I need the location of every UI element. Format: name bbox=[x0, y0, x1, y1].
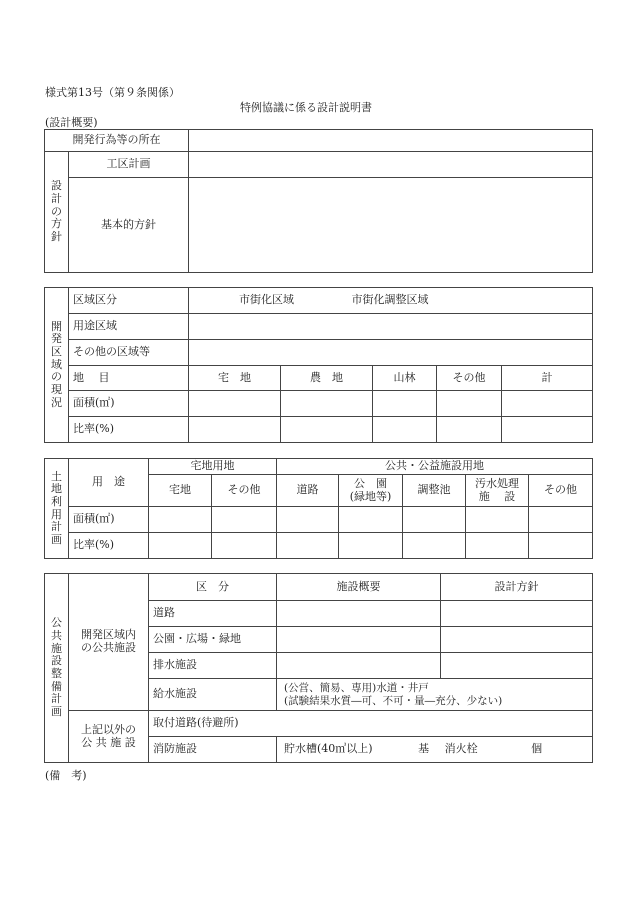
col-farmland: 農 地 bbox=[281, 366, 373, 391]
area-forest-field[interactable] bbox=[373, 391, 437, 417]
lu-ratio-field-6[interactable] bbox=[466, 533, 529, 559]
ratio-other-field[interactable] bbox=[437, 417, 502, 443]
work-plan-label: 工区計画 bbox=[69, 152, 189, 178]
lu-ratio-field-4[interactable] bbox=[339, 533, 403, 559]
use-label: 用 途 bbox=[69, 459, 149, 507]
fire-hydrant-text: 消火栓 bbox=[444, 742, 478, 756]
lu-area-field-2[interactable] bbox=[212, 507, 277, 533]
park-label: 公園・広場・緑地 bbox=[149, 627, 277, 653]
col-residential: 宅 地 bbox=[189, 366, 281, 391]
drainage-policy-field[interactable] bbox=[441, 653, 593, 679]
lu-area-field-6[interactable] bbox=[466, 507, 529, 533]
col-total: 計 bbox=[502, 366, 593, 391]
fire-facility-label: 消防施設 bbox=[149, 737, 277, 763]
current-status-side-label: 開 発 区 域 の 現 況 bbox=[45, 288, 69, 443]
current-status-table bbox=[44, 287, 593, 443]
water-supply-label: 給水施設 bbox=[149, 679, 277, 711]
fire-tank-text: 貯水槽(40㎥以上) bbox=[284, 742, 373, 756]
design-policy-table bbox=[44, 129, 593, 273]
lu-area-field-7[interactable] bbox=[529, 507, 593, 533]
col-other: その他 bbox=[437, 366, 502, 391]
ratio-label: 比率(%) bbox=[69, 417, 189, 443]
col-sewage-facility: 汚水処理 施 設 bbox=[466, 475, 529, 507]
road-label: 道路 bbox=[149, 601, 277, 627]
land-use-area-label: 面積(㎡) bbox=[69, 507, 149, 533]
area-residential-field[interactable] bbox=[189, 391, 281, 417]
area-total-field[interactable] bbox=[502, 391, 593, 417]
inside-area-group-label: 開発区域内 の公共施設 bbox=[69, 574, 149, 711]
location-label: 開発行為等の所在 bbox=[45, 130, 189, 152]
public-group-header: 公共・公益施設用地 bbox=[277, 459, 593, 475]
basic-policy-label: 基本的方針 bbox=[69, 178, 189, 273]
lu-ratio-field-5[interactable] bbox=[403, 533, 466, 559]
col-park: 公 園 (緑地等) bbox=[339, 475, 403, 507]
remarks-label: (備 考) bbox=[45, 769, 87, 782]
land-use-table bbox=[44, 458, 593, 559]
drainage-label: 排水施設 bbox=[149, 653, 277, 679]
ratio-forest-field[interactable] bbox=[373, 417, 437, 443]
park-policy-field[interactable] bbox=[441, 627, 593, 653]
use-zone-field[interactable] bbox=[189, 314, 593, 340]
lu-ratio-field-7[interactable] bbox=[529, 533, 593, 559]
col-road: 道路 bbox=[277, 475, 339, 507]
access-road-label: 取付道路(待避所) bbox=[149, 711, 593, 737]
lu-area-field-5[interactable] bbox=[403, 507, 466, 533]
design-policy-side-label: 設 計 の 方 針 bbox=[45, 152, 69, 273]
col-forest: 山林 bbox=[373, 366, 437, 391]
location-field[interactable] bbox=[189, 130, 593, 152]
area-label: 面積(㎡) bbox=[69, 391, 189, 417]
lu-area-field-4[interactable] bbox=[339, 507, 403, 533]
work-plan-field[interactable] bbox=[189, 152, 593, 178]
col-residential-other: その他 bbox=[212, 475, 277, 507]
other-zone-field[interactable] bbox=[189, 340, 593, 366]
land-use-side-label: 土 地 利 用 計 画 bbox=[45, 459, 69, 559]
fire-unit-1: 基 bbox=[418, 742, 430, 756]
basic-policy-field[interactable] bbox=[189, 178, 593, 273]
zone-option-control[interactable]: 市街化調整区域 bbox=[351, 293, 429, 307]
lu-area-field-1[interactable] bbox=[149, 507, 212, 533]
zone-class-options bbox=[189, 288, 593, 314]
form-number: 様式第13号（第９条関係） bbox=[45, 86, 180, 99]
public-facility-side-label: 公 共 施 設 整 備 計 画 bbox=[45, 574, 69, 763]
park-overview-field[interactable] bbox=[277, 627, 441, 653]
lu-ratio-field-2[interactable] bbox=[212, 533, 277, 559]
col-retention-pond: 調整池 bbox=[403, 475, 466, 507]
outside-group-label: 上記以外の 公 共 施 設 bbox=[69, 711, 149, 763]
public-facility-table bbox=[44, 573, 593, 763]
land-use-ratio-label: 比率(%) bbox=[69, 533, 149, 559]
col-public-other: その他 bbox=[529, 475, 593, 507]
area-other-field[interactable] bbox=[437, 391, 502, 417]
document-title: 特例協議に係る設計説明書 bbox=[240, 101, 372, 114]
drainage-overview-field[interactable] bbox=[277, 653, 441, 679]
fire-unit-2: 個 bbox=[531, 742, 543, 756]
other-zone-label: その他の区域等 bbox=[69, 340, 189, 366]
ratio-total-field[interactable] bbox=[502, 417, 593, 443]
lu-ratio-field-3[interactable] bbox=[277, 533, 339, 559]
ratio-residential-field[interactable] bbox=[189, 417, 281, 443]
lu-area-field-3[interactable] bbox=[277, 507, 339, 533]
road-overview-field[interactable] bbox=[277, 601, 441, 627]
land-category-label: 地 目 bbox=[69, 366, 189, 391]
policy-header: 設計方針 bbox=[441, 574, 593, 601]
category-header: 区 分 bbox=[149, 574, 277, 601]
ratio-farmland-field[interactable] bbox=[281, 417, 373, 443]
zone-option-urban[interactable]: 市街化区域 bbox=[239, 293, 294, 307]
zone-class-label: 区域区分 bbox=[69, 288, 189, 314]
road-policy-field[interactable] bbox=[441, 601, 593, 627]
fire-facility-detail bbox=[277, 737, 593, 763]
overview-header: 施設概要 bbox=[277, 574, 441, 601]
area-farmland-field[interactable] bbox=[281, 391, 373, 417]
water-supply-description: (公営、簡易、専用)水道・井戸 (試験結果水質―可、不可・量―充分、少ない) bbox=[277, 679, 593, 711]
residential-group-header: 宅地用地 bbox=[149, 459, 277, 475]
use-zone-label: 用途区域 bbox=[69, 314, 189, 340]
section-label: (設計概要) bbox=[45, 116, 98, 129]
lu-ratio-field-1[interactable] bbox=[149, 533, 212, 559]
col-residential-land: 宅地 bbox=[149, 475, 212, 507]
